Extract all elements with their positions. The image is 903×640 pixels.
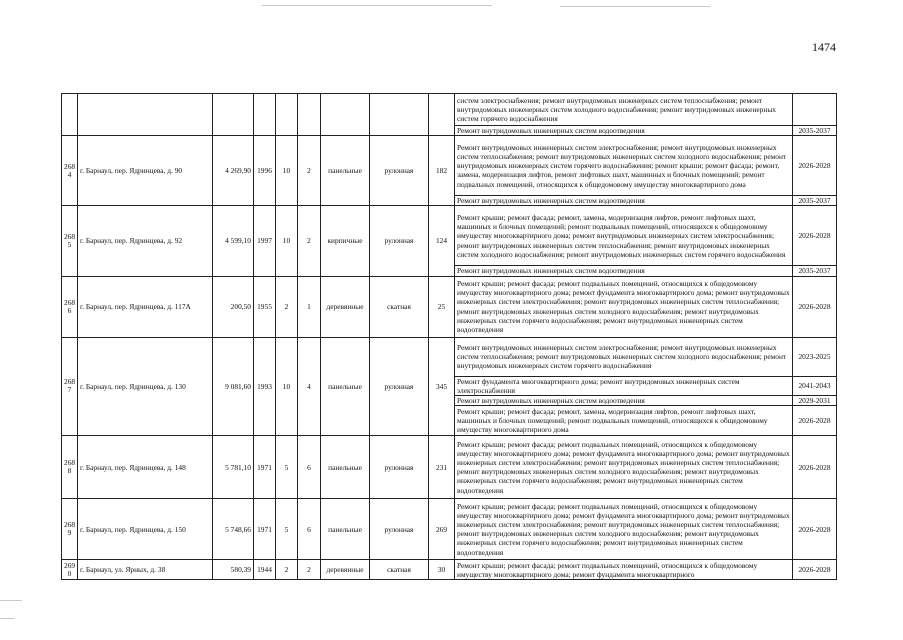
floors-cell: 10 — [276, 136, 298, 206]
year-cell: 1993 — [254, 337, 276, 436]
years-cell: 2035-2037 — [793, 196, 837, 206]
years-cell: 2035-2037 — [793, 126, 837, 136]
residents-cell: 124 — [429, 206, 455, 276]
works-cell: Ремонт внутридомовых инженерных систем электроснабжения; ремонт внутридомовых инженерных систем теплоснабжения; ремонт внутридомовых инженерных систем холодного водоснабжения; ремонт внутридомовых инженерных систем горячего водоснабжения — [455, 337, 793, 376]
walls-cell: панельные — [321, 436, 370, 499]
row-number-cell — [62, 436, 78, 499]
row-number-cell — [62, 206, 78, 276]
floors-cell: 10 — [276, 337, 298, 436]
works-cell: Ремонт крыши; ремонт фасада; ремонт подвальных помещений, относящихся к общедомовому имуществу многоквартирного дома; ремонт фундамента многоквартирного дома; ремонт внутридомовых инженерных систем электроснабжения; ремонт внутридомовых инженерных систем теплоснабжения; ремонт внутридомовых инженерных систем холодного водоснабжения; ремонт внутридомовых инженерных систем горячего водоснабжения; ремонт внутридомовых инженерных систем водоотведения — [455, 499, 793, 560]
floors-cell: 10 — [276, 206, 298, 276]
table-row — [62, 206, 837, 266]
years-cell: 2026-2028 — [793, 436, 837, 499]
year-cell: 1997 — [254, 206, 276, 276]
residents-cell: 25 — [429, 276, 455, 337]
roof-cell: рулонная — [370, 499, 429, 560]
walls-cell: панельные — [321, 337, 370, 436]
walls-cell: панельные — [321, 136, 370, 206]
area-cell: 5 748,66 — [213, 499, 254, 560]
years-cell: 2035-2037 — [793, 266, 837, 276]
walls-cell: панельные — [321, 499, 370, 560]
row-number-part: 7 — [67, 385, 72, 395]
address-cell: г. Барнаул, ул. Ярных, д. 38 — [78, 560, 213, 580]
page-number: 1474 — [812, 40, 836, 54]
scan-artifact-line — [262, 5, 492, 6]
address-cell — [78, 94, 213, 136]
row-number-part: 268 — [64, 232, 76, 241]
address-cell: г. Барнаул, пер. Ядринцева, д. 92 — [78, 206, 213, 276]
year-cell — [254, 94, 276, 136]
row-number-cell — [62, 337, 78, 436]
floors-cell — [276, 94, 298, 136]
row-number-cell — [62, 136, 78, 206]
scan-artifact-line — [0, 600, 22, 601]
works-cell: Ремонт крыши; ремонт фасада; ремонт подвальных помещений, относящихся к общедомовому имуществу многоквартирного дома; ремонт фундамента многоквартирного дома; ремонт внутридомовых инженерных систем электроснабжения; ремонт внутридомовых инженерных систем теплоснабжения; ремонт внутридомовых инженерных систем холодного водоснабжения; ремонт внутридомовых инженерных систем горячего водоснабжения; ремонт внутридомовых инженерных систем водоотведения — [455, 276, 793, 337]
row-number-part: 268 — [64, 161, 76, 171]
row-number-cell — [62, 560, 78, 580]
works-cell: Ремонт крыши; ремонт фасада; ремонт подвальных помещений, относящихся к общедомовому имуществу многоквартирного дома; ремонт фундамента многоквартирного дома; ремонт внутридомовых инженерных систем электроснабжения; ремонт внутридомовых инженерных систем теплоснабжения; ремонт внутридомовых инженерных систем холодного водоснабжения; ремонт внутридомовых инженерных систем горячего водоснабжения; ремонт внутридомовых инженерных систем водоотведения — [455, 436, 793, 499]
roof-cell: рулонная — [370, 436, 429, 499]
roof-cell — [370, 94, 429, 136]
entrances-cell — [298, 94, 321, 136]
years-cell: 2029-2031 — [793, 396, 837, 406]
entrances-cell: 2 — [298, 136, 321, 206]
table-row — [62, 276, 837, 337]
address-cell: г. Барнаул, пер. Ядринцева, д. 150 — [78, 499, 213, 560]
years-cell: 2041-2043 — [793, 376, 837, 395]
address-cell: г. Барнаул, пер. Ядринцева, д. 90 — [78, 136, 213, 206]
entrances-cell: 2 — [298, 206, 321, 276]
floors-cell: 5 — [276, 499, 298, 560]
works-cell: Ремонт внутридомовых инженерных систем водоотведения — [455, 266, 793, 276]
entrances-cell: 2 — [298, 560, 321, 580]
works-cell: Ремонт крыши; ремонт фасада; ремонт, замена, модернизация лифтов, ремонт лифтовых шахт, машинных и блочных помещений; ремонт подвальных помещений, относящихся к общедомовому имуществу многоквартирного дома — [455, 406, 793, 436]
scan-artifact-line — [560, 6, 710, 7]
row-number-part: 4 — [67, 169, 72, 179]
floors-cell: 5 — [276, 436, 298, 499]
area-cell: 200,50 — [213, 276, 254, 337]
years-cell — [793, 94, 837, 126]
area-cell: 4 269,90 — [213, 136, 254, 206]
table-row — [62, 499, 837, 560]
residents-cell: 231 — [429, 436, 455, 499]
floors-cell: 2 — [276, 560, 298, 580]
roof-cell: скатная — [370, 276, 429, 337]
works-cell: Ремонт крыши; ремонт фасада; ремонт, замена, модернизация лифтов, ремонт лифтовых шахт, машинных и блочных помещений; ремонт подвальных помещений, относящихся к общедомовому имуществу многоквартирного дома; ремонт внутридомовых инженерных систем электроснабжения; ремонт внутридомовых инженерных систем теплоснабжения; ремонт внутридомовых инженерных систем холодного водоснабжения; ремонт внутридомовых инженерных систем горячего водоснабжения — [455, 206, 793, 266]
residents-cell: 269 — [429, 499, 455, 560]
row-number-part: 0 — [67, 568, 72, 578]
area-cell: 580,39 — [213, 560, 254, 580]
entrances-cell: 4 — [298, 337, 321, 436]
address-cell: г. Барнаул, пер. Ядринцева, д. 148 — [78, 436, 213, 499]
works-cell: Ремонт фундамента многоквартирного дома; ремонт внутридомовых инженерных систем электроснабжения — [455, 376, 793, 395]
years-cell: 2026-2028 — [793, 276, 837, 337]
residents-cell: 345 — [429, 337, 455, 436]
years-cell: 2026-2028 — [793, 499, 837, 560]
area-cell: 4 599,10 — [213, 206, 254, 276]
area-cell — [213, 94, 254, 136]
row-number-part: 268 — [64, 520, 76, 530]
address-cell: г. Барнаул, пер. Ядринцева, д. 130 — [78, 337, 213, 436]
floors-cell: 2 — [276, 276, 298, 337]
row-number-part: 9 — [67, 528, 72, 538]
row-number-part: 8 — [67, 466, 72, 476]
table-row — [62, 136, 837, 196]
entrances-cell: 1 — [298, 276, 321, 337]
row-number-part: 268 — [64, 377, 76, 387]
works-cell: Ремонт внутридомовых инженерных систем водоотведения — [455, 126, 793, 136]
works-cell: систем электроснабжения; ремонт внутридомовых инженерных систем теплоснабжения; ремонт внутридомовых инженерных систем холодного водоснабжения; ремонт внутридомовых инженерных систем горячего водоснабжения — [455, 94, 793, 126]
row-number-cell — [62, 276, 78, 337]
row-number-part: 268 — [64, 458, 76, 468]
entrances-cell: 6 — [298, 436, 321, 499]
walls-cell: деревянные — [321, 276, 370, 337]
roof-cell: рулонная — [370, 337, 429, 436]
roof-cell: рулонная — [370, 206, 429, 276]
row-number-part: 269 — [64, 560, 76, 570]
residents-cell: 30 — [429, 560, 455, 580]
year-cell: 1996 — [254, 136, 276, 206]
years-cell: 2026-2028 — [793, 406, 837, 436]
address-cell: г. Барнаул, пер. Ядринцева, д. 117А — [78, 276, 213, 337]
row-number-part: 268 — [64, 297, 76, 307]
entrances-cell: 6 — [298, 499, 321, 560]
area-cell: 9 081,60 — [213, 337, 254, 436]
works-cell: Ремонт внутридомовых инженерных систем водоотведения — [455, 396, 793, 406]
table-row — [62, 337, 837, 376]
repair-schedule-table — [61, 93, 837, 580]
scan-artifact-line — [0, 618, 14, 619]
table-row — [62, 94, 837, 126]
years-cell: 2026-2028 — [793, 206, 837, 266]
year-cell: 1971 — [254, 436, 276, 499]
years-cell: 2026-2028 — [793, 136, 837, 196]
row-number-part: 6 — [67, 305, 72, 315]
works-cell: Ремонт внутридомовых инженерных систем водоотведения — [455, 196, 793, 206]
row-number-cell — [62, 94, 78, 136]
years-cell: 2023-2025 — [793, 337, 837, 376]
table-row — [62, 560, 837, 580]
roof-cell: скатная — [370, 560, 429, 580]
area-cell: 5 781,10 — [213, 436, 254, 499]
walls-cell: деревянные — [321, 560, 370, 580]
roof-cell: рулонная — [370, 136, 429, 206]
works-cell: Ремонт крыши; ремонт фасада; ремонт подвальных помещений, относящихся к общедомовому имуществу многоквартирного дома; ремонт фундамента многоквартирного — [455, 560, 793, 580]
table-row — [62, 436, 837, 499]
residents-cell: 182 — [429, 136, 455, 206]
walls-cell: кирпичные — [321, 206, 370, 276]
year-cell: 1944 — [254, 560, 276, 580]
works-cell: Ремонт внутридомовых инженерных систем электроснабжения; ремонт внутридомовых инженерных систем теплоснабжения; ремонт внутридомовых инженерных систем холодного водоснабжения; ремонт внутридомовых инженерных систем горячего водоснабжения; ремонт крыши; ремонт фасада; ремонт, замена, модернизация лифтов, ремонт лифтовых шахт, машинных и блочных помещений; ремонт подвальных помещений, относящихся к общедомовому имуществу многоквартирного дома — [455, 136, 793, 196]
walls-cell — [321, 94, 370, 136]
years-cell: 2026-2028 — [793, 560, 837, 580]
residents-cell — [429, 94, 455, 136]
row-number-cell — [62, 499, 78, 560]
year-cell: 1955 — [254, 276, 276, 337]
year-cell: 1971 — [254, 499, 276, 560]
row-number-part: 5 — [67, 240, 72, 249]
